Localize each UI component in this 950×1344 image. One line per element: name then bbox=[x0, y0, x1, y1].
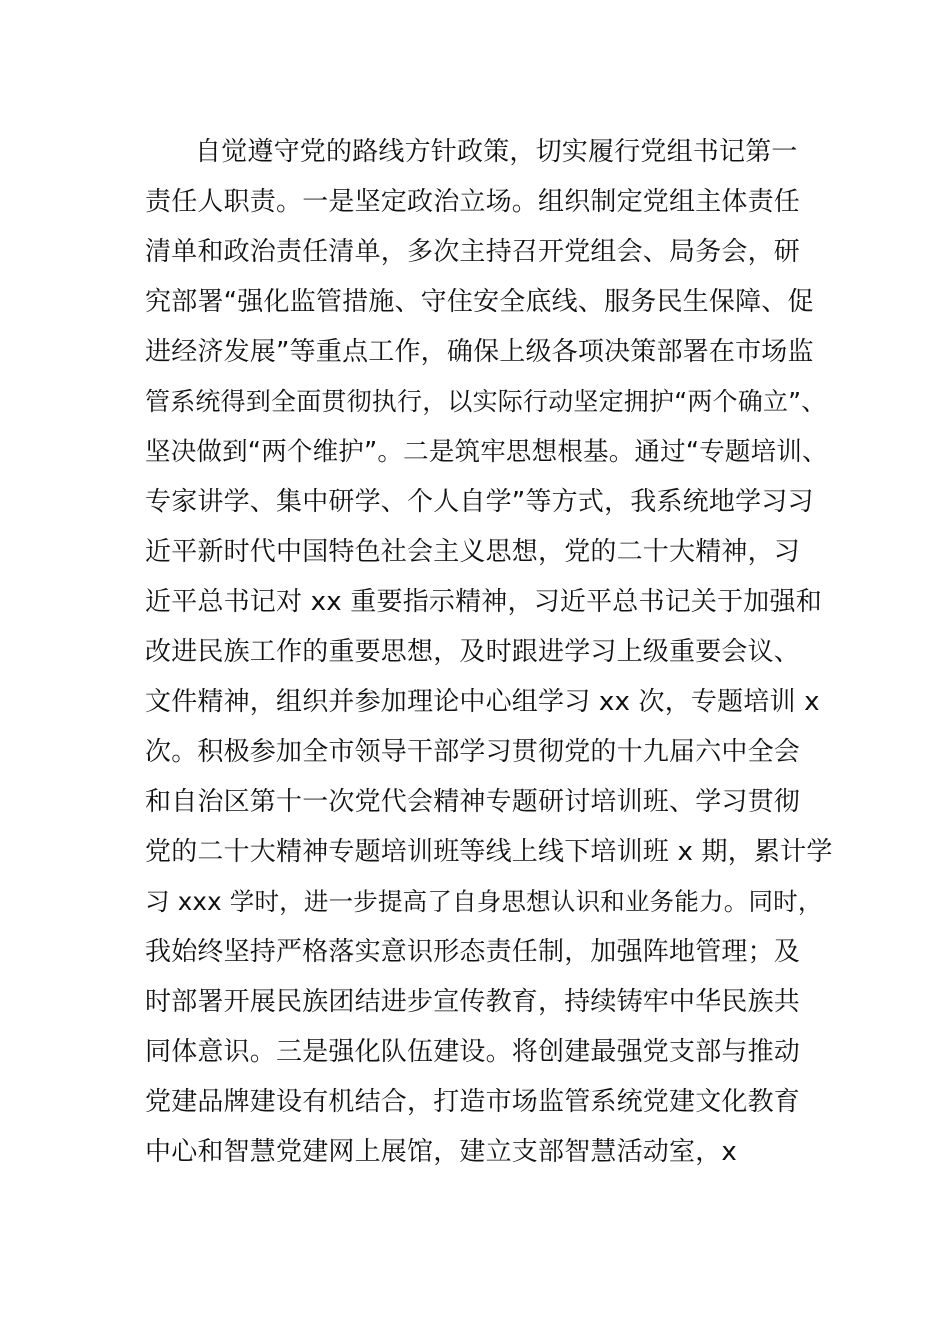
text-line: 究部署“强化监管措施、守住安全底线、服务民生保障、促 bbox=[145, 287, 814, 317]
text-line: 党的二十大精神专题培训班等线上线下培训班 x 期，累计学 bbox=[145, 837, 833, 867]
text-line: 我始终坚持严格落实意识形态责任制，加强阵地管理；及 bbox=[145, 937, 801, 967]
body-paragraph bbox=[145, 127, 835, 1177]
text-line: 改进民族工作的重要思想，及时跟进学习上级重要会议、 bbox=[145, 637, 801, 667]
text-line: 习 xxx 学时，进一步提高了自身思想认识和业务能力。同时， bbox=[145, 887, 823, 916]
text-line: 次。积极参加全市领导干部学习贯彻党的十九届六中全会 bbox=[145, 737, 801, 767]
text-line: 时部署开展民族团结进步宣传教育，持续铸牢中华民族共 bbox=[145, 987, 801, 1017]
text-line: 中心和智慧党建网上展馆，建立支部智慧活动室，x bbox=[145, 1137, 737, 1167]
text-line: 责任人职责。一是坚定政治立场。组织制定党组主体责任 bbox=[145, 187, 801, 217]
text-line: 党建品牌建设有机结合，打造市场监管系统党建文化教育 bbox=[145, 1087, 801, 1117]
text-line: 清单和政治责任清单，多次主持召开党组会、局务会，研 bbox=[145, 237, 801, 267]
text-line: 坚决做到“两个维护”。二是筑牢思想根基。通过“专题培训、 bbox=[145, 437, 828, 467]
text-line: 进经济发展”等重点工作，确保上级各项决策部署在市场监 bbox=[145, 337, 814, 367]
text-line: 近平总书记对 xx 重要指示精神，习近平总书记关于加强和 bbox=[145, 587, 822, 617]
text-line: 和自治区第十一次党代会精神专题研讨培训班、学习贯彻 bbox=[145, 787, 801, 817]
text-line: 近平新时代中国特色社会主义思想，党的二十大精神，习 bbox=[145, 537, 801, 567]
text-line: 管系统得到全面贯彻执行，以实际行动坚定拥护“两个确立”、 bbox=[145, 387, 827, 416]
text-line: 同体意识。三是强化队伍建设。将创建最强党支部与推动 bbox=[145, 1037, 801, 1067]
text-line: 专家讲学、集中研学、个人自学”等方式，我系统地学习习 bbox=[145, 487, 814, 517]
text-line: 文件精神，组织并参加理论中心组学习 xx 次，专题培训 x bbox=[145, 687, 820, 717]
text-line: 自觉遵守党的路线方针政策，切实履行党组书记第一 bbox=[195, 137, 798, 167]
